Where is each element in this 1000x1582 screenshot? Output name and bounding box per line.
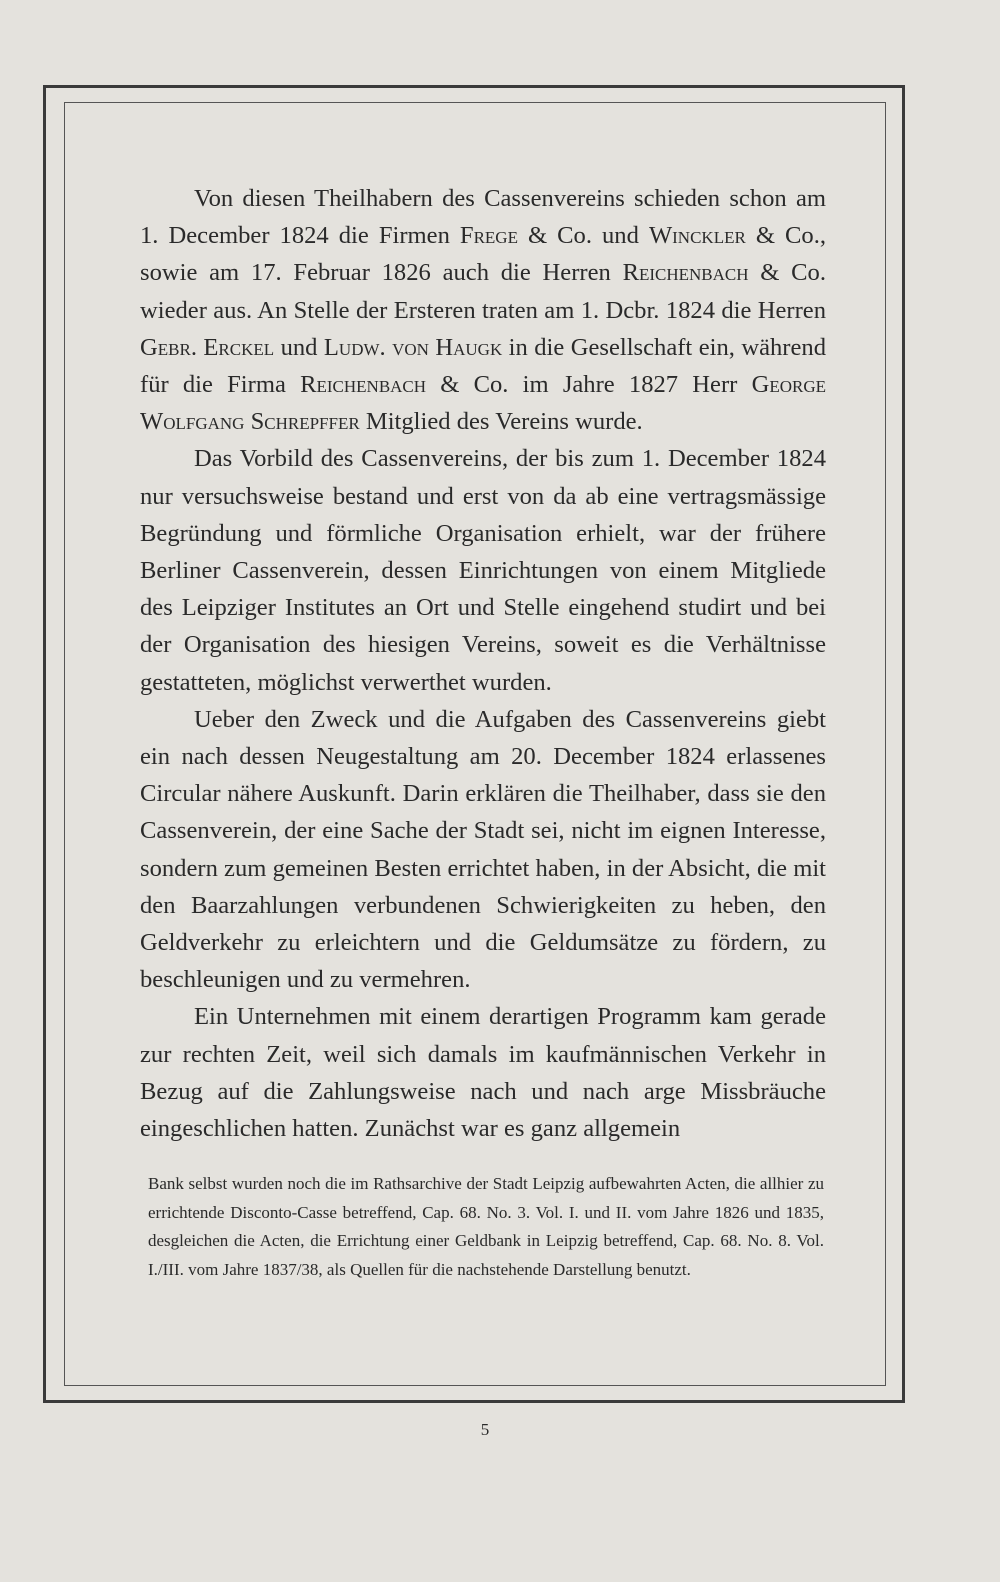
- firm-name: Reichenbach: [622, 259, 749, 287]
- footnote: Bank selbst wurden noch die im Rathsarchive der Stadt Leipzig aufbewahrten Acten, die allhier zu errichtende Disconto-Casse betreffend, Cap. 68. No. 3. Vol. I. und II. vom Jahre 1826 und 1835, desgleichen die Acten, die Errichtung einer Geldbank in Leipzig betreffend, Cap. 68. No. 8. Vol. I./III. vom Jahre 1837/38, als Quellen für die nachstehende Darstellung benutzt.: [148, 1174, 824, 1279]
- text-segment: Ueber den Zweck und die Aufgaben des Cassenvereins giebt ein nach dessen Neugestaltung am 20. December 1824 erlassenes Circular nähere Auskunft. Darin erklären die Theilhaber, dass sie den Cassenverein, der eine Sache der Stadt sei, nicht im eignen Interesse, sondern zum gemeinen Besten errichtet haben, in der Absicht, die mit den Baarzahlungen verbundenen Schwierigkeiten zu heben, den Geldverkehr zu erleichtern und die Geldumsätze zu fördern, zu beschleunigen und zu vermehren.: [140, 705, 826, 994]
- text-segment: Von diesen Theilhabern des Cassenvereins schieden schon am 1. December 1824 die Firmen: [140, 185, 826, 250]
- paragraph-3: [140, 701, 826, 999]
- paragraph-2: [140, 440, 826, 700]
- text-segment: & Co., sowie am 17. Februar 1826 auch die Herren: [140, 222, 826, 287]
- person-name: Ludw. von Haugk: [323, 333, 503, 361]
- page-number: 5: [480, 1420, 490, 1439]
- text-segment: in die Gesellschaft ein, während für die Firma: [140, 333, 826, 399]
- paragraph-4: [140, 998, 826, 1147]
- firm-name: Winckler: [648, 222, 746, 250]
- firm-name: Gebr. Erckel: [140, 333, 275, 361]
- text-segment: Mitglied des Vereins wurde.: [359, 408, 643, 436]
- firm-name: Reichenbach: [300, 371, 427, 399]
- main-text: [140, 180, 826, 1147]
- firm-name: Frege: [459, 222, 518, 250]
- text-segment: & Co. wieder aus. An Stelle der Ersteren traten am 1. Dcbr. 1824 die Herren: [140, 259, 827, 324]
- text-segment: Das Vorbild des Cassenvereins, der bis zum 1. December 1824 nur versuchsweise bestand und erst von da ab eine vertragsmässige Begründung und förmliche Organisation erhielt, war der frühere Berliner Cassenverein, dessen Einrichtungen von einem Mitgliede des Leipziger Institutes an Ort und Stelle eingehend studirt und bei der Organisation des hiesigen Vereins, soweit es die Verhältnisse gestatteten, möglichst verwerthet wurden.: [140, 445, 826, 696]
- person-name: George Wolfgang Schrepffer: [140, 371, 826, 436]
- text-segment: & Co. im Jahre 1827 Herr: [426, 371, 752, 399]
- text-segment: und: [274, 333, 324, 361]
- text-segment: Ein Unternehmen mit einem derartigen Programm kam gerade zur rechten Zeit, weil sich damals im kaufmännischen Verkehr in Bezug auf die Zahlungsweise nach und nach arge Missbräuche eingeschlichen hatten. Zunächst war es ganz allgemein: [140, 1003, 826, 1143]
- text-segment: & Co. und: [517, 222, 649, 250]
- paragraph-1: [140, 180, 826, 440]
